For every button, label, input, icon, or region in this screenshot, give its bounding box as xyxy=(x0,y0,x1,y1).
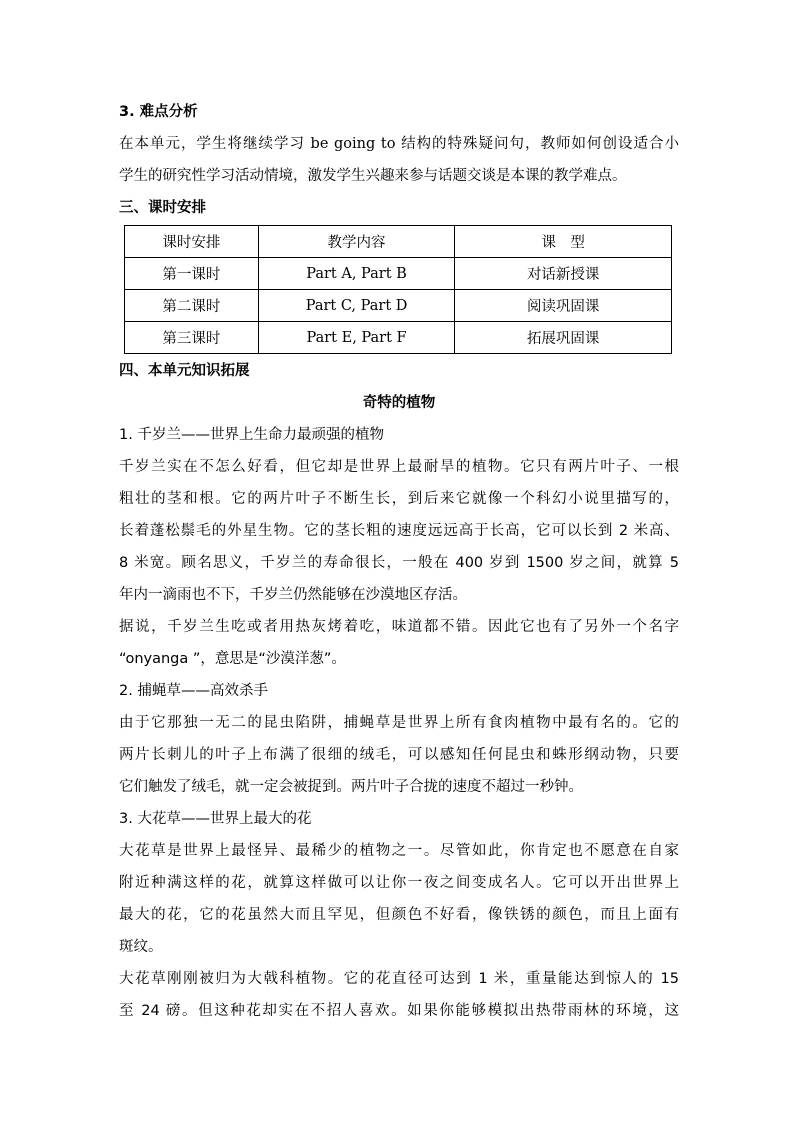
paragraph-line: 千岁兰实在不怎么好看，但它却是世界上最耐旱的植物。它只有两片叶子、一根 xyxy=(119,459,679,475)
paragraph-line: 学生的研究性学习活动情境，激发学生兴趣来参与话题交谈是本课的教学难点。 xyxy=(119,168,627,184)
paragraph-line: 在本单元，学生将继续学习 be going to 结构的特殊疑问句，教师如何创设适合小 xyxy=(119,136,679,152)
section-heading: 2. 捕蝇草——高效杀手 xyxy=(119,683,268,699)
table-row xyxy=(125,290,672,322)
table-cell: 对话新授课 xyxy=(455,258,672,290)
paragraph-line: 由于它那独一无二的昆虫陷阱，捕蝇草是世界上所有食肉植物中最有名的。它的 xyxy=(119,715,679,731)
paragraph-line: 长着蓬松鬃毛的外星生物。它的茎长粗的速度远远高于长高，它可以长到 2 米高、 xyxy=(119,523,679,539)
table-header-cell: 教学内容 xyxy=(258,226,455,258)
paragraph-line: 它们触发了绒毛，就一定会被捉到。两片叶子合拢的速度不超过一秒钟。 xyxy=(119,779,583,795)
paragraph-line: 至 24 磅。但这种花却实在不招人喜欢。如果你能够模拟出热带雨林的环境，这 xyxy=(119,1003,679,1019)
paragraph-line: 斑纹。 xyxy=(119,939,163,955)
table-row xyxy=(125,322,672,354)
paragraph-line: 大花草刚刚被归为大戟科植物。它的花直径可达到 1 米，重量能达到惊人的 15 xyxy=(119,971,679,987)
article-title: 奇特的植物 xyxy=(362,395,436,411)
document-page xyxy=(119,96,679,1027)
extension-heading: 四、本单元知识拓展 xyxy=(119,363,250,379)
table-cell: Part C, Part D xyxy=(258,290,455,322)
difficulty-heading: 3. 难点分析 xyxy=(119,104,198,120)
table-cell: 第二课时 xyxy=(125,290,259,322)
table-cell: 拓展巩固课 xyxy=(455,322,672,354)
paragraph-line: 附近种满这样的花，就算这样做可以让你一夜之间变成名人。它可以开出世界上 xyxy=(119,875,679,891)
table-header-row xyxy=(125,226,672,258)
paragraph-line: 两片长刺儿的叶子上布满了很细的绒毛，可以感知任何昆虫和蛛形纲动物，只要 xyxy=(119,747,679,763)
schedule-table xyxy=(124,225,672,354)
paragraph-line: 最大的花，它的花虽然大而且罕见，但颜色不好看，像铁锈的颜色，而且上面有 xyxy=(119,907,679,923)
paragraph-line: 粗壮的茎和根。它的两片叶子不断生长，到后来它就像一个科幻小说里描写的， xyxy=(119,491,679,507)
section-heading: 1. 千岁兰——世界上生命力最顽强的植物 xyxy=(119,427,384,443)
paragraph-line: 年内一滴雨也不下，千岁兰仍然能够在沙漠地区存活。 xyxy=(119,587,467,603)
table-cell: Part E, Part F xyxy=(258,322,455,354)
paragraph-line: 大花草是世界上最怪异、最稀少的植物之一。尽管如此，你肯定也不愿意在自家 xyxy=(119,843,679,859)
table-cell: 第一课时 xyxy=(125,258,259,290)
paragraph-line: “onyanga ”，意思是“沙漠洋葱”。 xyxy=(119,651,346,667)
table-header-cell: 课时安排 xyxy=(125,226,259,258)
paragraph-line: 8 米宽。顾名思义，千岁兰的寿命很长，一般在 400 岁到 1500 岁之间，就算 5 xyxy=(119,555,679,571)
section-heading: 3. 大花草——世界上最大的花 xyxy=(119,811,312,827)
table-row xyxy=(125,258,672,290)
table-header-cell: 课 型 xyxy=(455,226,672,258)
schedule-heading: 三、课时安排 xyxy=(119,200,206,216)
paragraph-line: 据说，千岁兰生吃或者用热灰烤着吃，味道都不错。因此它也有了另外一个名字 xyxy=(119,619,679,635)
table-cell: Part A, Part B xyxy=(258,258,455,290)
table-cell: 阅读巩固课 xyxy=(455,290,672,322)
table-cell: 第三课时 xyxy=(125,322,259,354)
